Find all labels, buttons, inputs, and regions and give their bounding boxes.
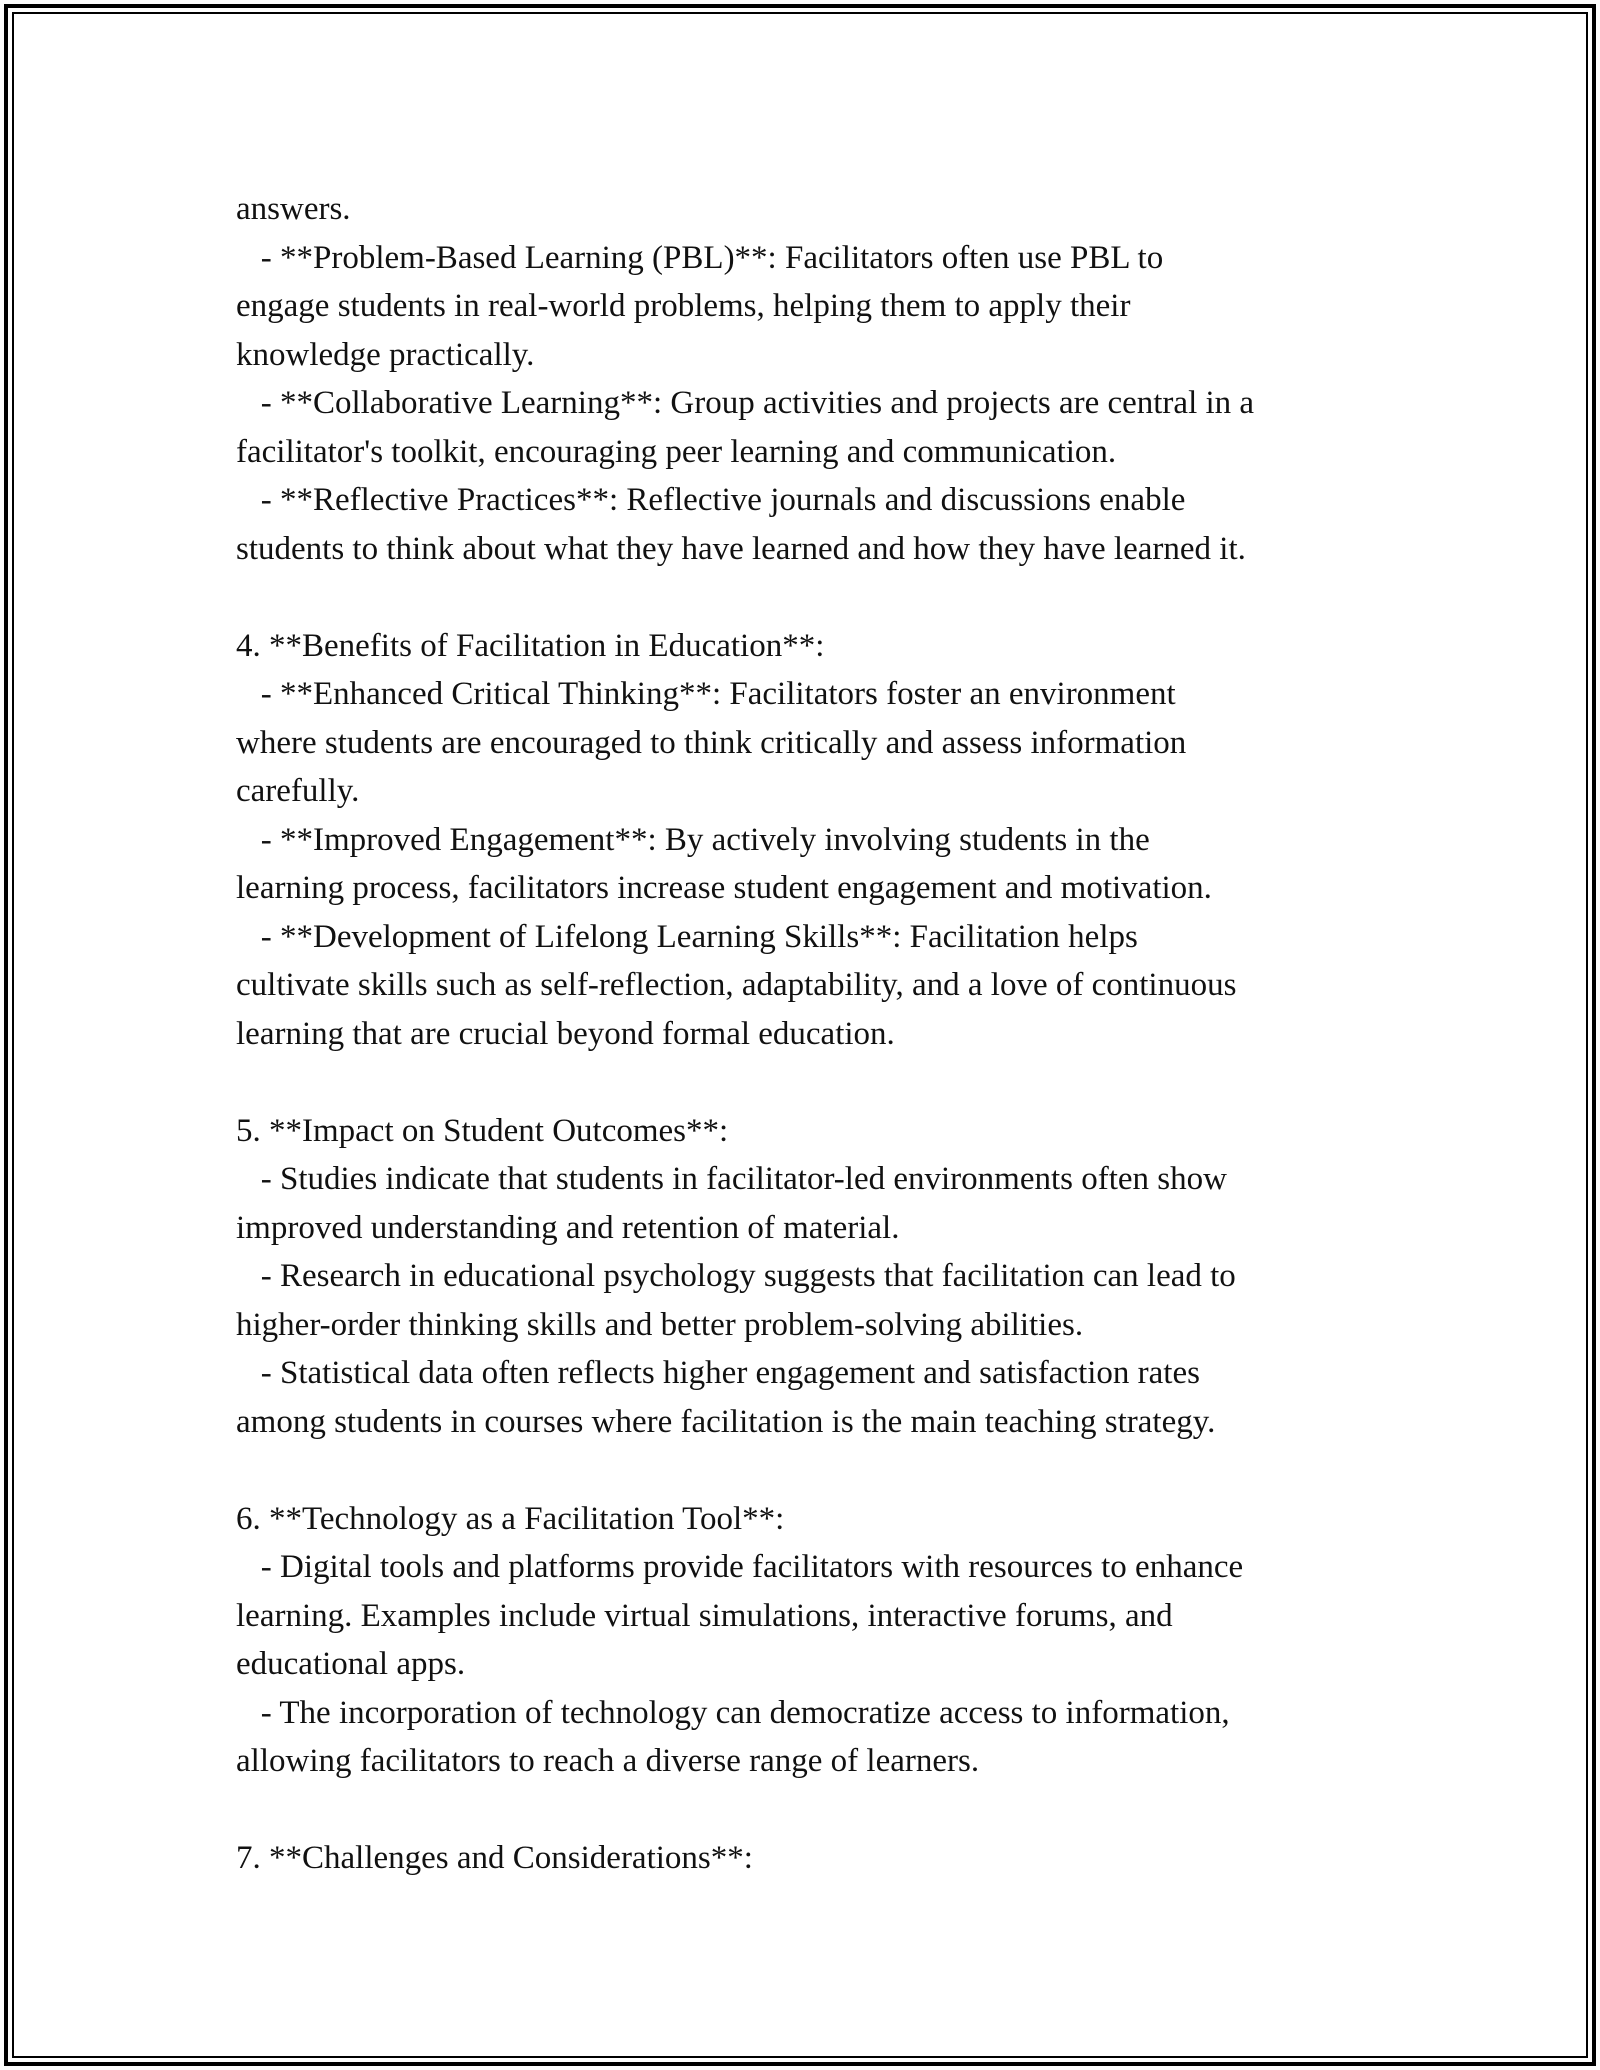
text-line: - Research in educational psychology suggests that facilitation can lead to (236, 1258, 1236, 1294)
text-line: 7. **Challenges and Considerations**: (236, 1840, 753, 1876)
text-line: learning process, facilitators increase student engagement and motivation. (236, 870, 1212, 906)
text-line: - **Reflective Practices**: Reflective journals and discussions enable (236, 482, 1186, 518)
document-body (236, 185, 1396, 1883)
text-line: cultivate skills such as self-reflection, adaptability, and a love of continuous (236, 967, 1237, 1003)
text-line: knowledge practically. (236, 336, 535, 373)
text-line: - Studies indicate that students in facilitator-led environments often show (236, 1161, 1227, 1197)
text-line: - Digital tools and platforms provide facilitators with resources to enhance (236, 1549, 1244, 1585)
text-line: 6. **Technology as a Facilitation Tool**: (236, 1500, 785, 1537)
text-line: where students are encouraged to think critically and assess information (236, 724, 1187, 761)
blank-line (236, 1446, 1396, 1495)
text-line: improved understanding and retention of material. (236, 1209, 900, 1246)
text-line: among students in courses where facilitation is the main teaching strategy. (236, 1403, 1216, 1440)
text-line: answers. (236, 191, 351, 227)
text-line: - **Collaborative Learning**: Group activities and projects are central in a (236, 385, 1255, 421)
text-line: educational apps. (236, 1646, 466, 1682)
text-line: carefully. (236, 773, 360, 809)
text-line: - **Improved Engagement**: By actively involving students in the (236, 821, 1150, 858)
text-line: - **Enhanced Critical Thinking**: Facilitators foster an environment (236, 676, 1176, 712)
text-line: higher-order thinking skills and better problem-solving abilities. (236, 1306, 1084, 1343)
text-line: 5. **Impact on Student Outcomes**: (236, 1112, 729, 1149)
text-line: 4. **Benefits of Facilitation in Education**: (236, 627, 825, 664)
text-line: engage students in real-world problems, helping them to apply their (236, 288, 1131, 324)
text-line: students to think about what they have learned and how they have learned it. (236, 530, 1246, 567)
text-line: - **Problem-Based Learning (PBL)**: Facilitators often use PBL to (236, 239, 1164, 276)
text-line: facilitator's toolkit, encouraging peer learning and communication. (236, 433, 1117, 470)
blank-line (236, 1786, 1396, 1835)
text-line: - The incorporation of technology can democratize access to information, (236, 1694, 1230, 1731)
blank-line (236, 573, 1396, 622)
text-line: - Statistical data often reflects higher engagement and satisfaction rates (236, 1355, 1200, 1391)
text-line: allowing facilitators to reach a diverse range of learners. (236, 1743, 980, 1779)
blank-line (236, 1058, 1396, 1107)
text-line: learning. Examples include virtual simulations, interactive forums, and (236, 1597, 1173, 1634)
text-line: - **Development of Lifelong Learning Skills**: Facilitation helps (236, 918, 1138, 955)
text-line: learning that are crucial beyond formal education. (236, 1015, 895, 1052)
